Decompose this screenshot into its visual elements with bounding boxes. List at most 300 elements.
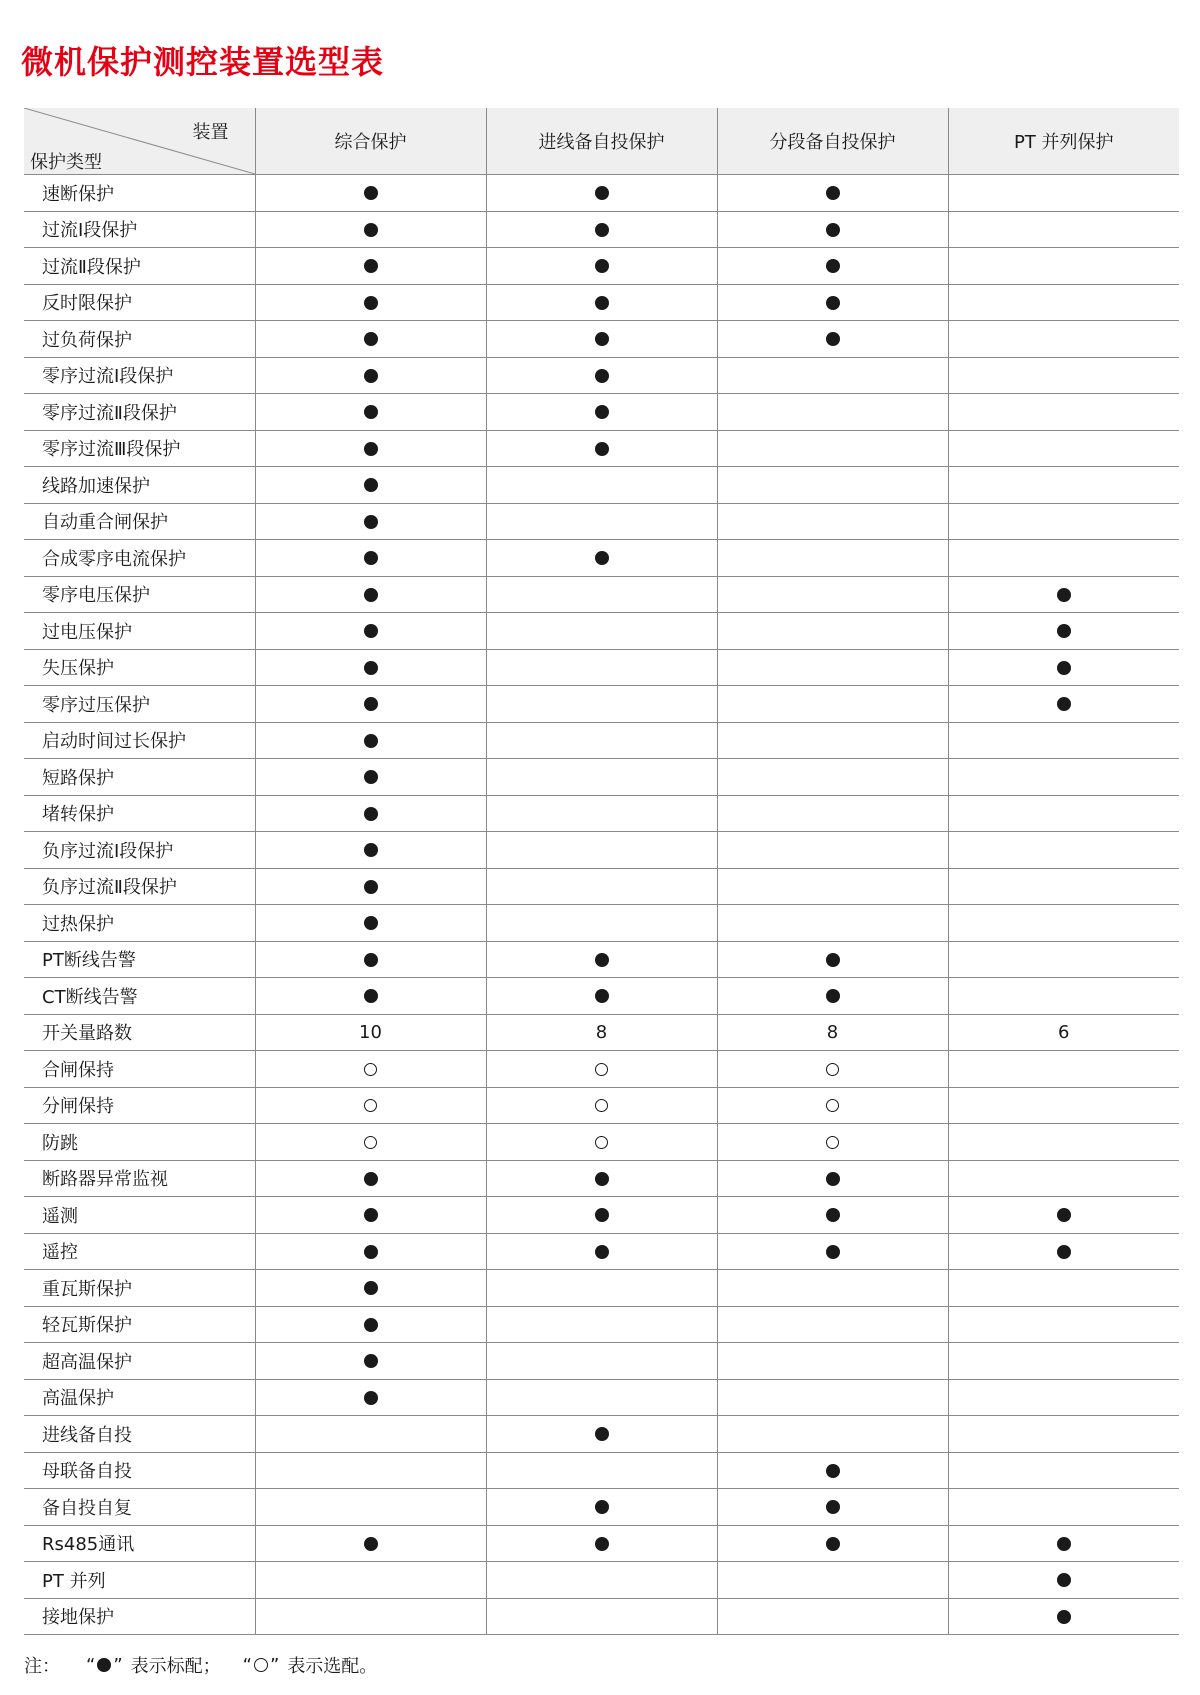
table-cell	[486, 613, 717, 650]
table-cell	[717, 1233, 948, 1270]
standard-dot-icon	[364, 1537, 378, 1551]
selection-table	[24, 108, 1179, 1635]
table-cell	[255, 540, 486, 577]
table-row	[24, 868, 1179, 905]
standard-dot-icon	[826, 223, 840, 237]
column-header-section-auto-transfer: 分段备自投保护	[717, 108, 948, 175]
standard-dot-icon	[826, 1500, 840, 1514]
table-cell	[486, 321, 717, 358]
table-cell	[486, 430, 717, 467]
table-cell	[948, 1233, 1179, 1270]
note-close-quote-2: ”	[269, 1654, 280, 1676]
table-cell	[948, 1160, 1179, 1197]
table-row	[24, 1197, 1179, 1234]
standard-dot-icon	[364, 1354, 378, 1368]
row-label: 启动时间过长保护	[24, 722, 255, 759]
table-cell	[486, 1124, 717, 1161]
table-cell	[948, 1452, 1179, 1489]
table-cell	[486, 1306, 717, 1343]
table-cell	[948, 905, 1179, 942]
table-cell	[486, 467, 717, 504]
table-row	[24, 795, 1179, 832]
table-cell	[717, 941, 948, 978]
table-cell	[717, 1343, 948, 1380]
standard-dot-icon	[595, 1245, 609, 1259]
table-cell	[255, 1489, 486, 1526]
table-cell	[717, 722, 948, 759]
table-cell	[255, 1306, 486, 1343]
standard-dot-icon	[364, 1391, 378, 1405]
note-close-quote-1: ”	[113, 1654, 123, 1676]
row-label: 零序过压保护	[24, 686, 255, 723]
table-row	[24, 722, 1179, 759]
table-cell	[948, 430, 1179, 467]
table-cell	[486, 905, 717, 942]
table-cell	[486, 832, 717, 869]
column-header-comprehensive: 综合保护	[255, 108, 486, 175]
table-cell	[948, 759, 1179, 796]
table-row	[24, 211, 1179, 248]
standard-dot-icon	[364, 478, 378, 492]
table-cell	[255, 248, 486, 285]
table-cell	[717, 613, 948, 650]
table-cell	[255, 795, 486, 832]
table-cell	[948, 284, 1179, 321]
standard-dot-icon	[364, 953, 378, 967]
note-standard-label: 表示标配；	[130, 1656, 221, 1677]
standard-dot-icon	[1057, 1537, 1071, 1551]
standard-dot-icon	[364, 1172, 378, 1186]
table-row	[24, 394, 1179, 431]
table-cell	[717, 211, 948, 248]
row-label: 零序过流Ⅱ段保护	[24, 394, 255, 431]
table-cell	[486, 284, 717, 321]
table-header-row	[24, 108, 1179, 175]
optional-circle-icon	[595, 1136, 608, 1149]
row-label: 自动重合闸保护	[24, 503, 255, 540]
row-label: 负序过流Ⅱ段保护	[24, 868, 255, 905]
row-label: 进线备自投	[24, 1416, 255, 1453]
table-cell	[717, 175, 948, 212]
table-cell	[255, 686, 486, 723]
standard-dot-icon	[595, 1427, 609, 1441]
table-cell	[486, 1087, 717, 1124]
table-cell	[486, 686, 717, 723]
table-cell	[717, 576, 948, 613]
table-cell	[717, 540, 948, 577]
table-cell	[255, 1379, 486, 1416]
table-cell	[486, 795, 717, 832]
table-cell	[486, 1489, 717, 1526]
table-cell	[948, 1124, 1179, 1161]
row-label: 过电压保护	[24, 613, 255, 650]
table-cell	[948, 1598, 1179, 1635]
optional-circle-icon	[595, 1063, 608, 1076]
table-row	[24, 941, 1179, 978]
standard-dot-icon	[826, 1245, 840, 1259]
standard-dot-icon	[595, 332, 609, 346]
standard-dot-icon	[364, 989, 378, 1003]
standard-dot-icon	[364, 588, 378, 602]
standard-dot-icon	[364, 186, 378, 200]
standard-dot-icon	[364, 916, 378, 930]
row-label: 超高温保护	[24, 1343, 255, 1380]
table-cell	[486, 576, 717, 613]
table-cell	[255, 649, 486, 686]
table-cell	[717, 1087, 948, 1124]
row-label: 负序过流Ⅰ段保护	[24, 832, 255, 869]
standard-dot-icon	[1057, 1208, 1071, 1222]
table-cell	[948, 1270, 1179, 1307]
standard-dot-icon	[364, 697, 378, 711]
table-cell	[717, 1489, 948, 1526]
table-cell	[255, 1562, 486, 1599]
standard-dot-icon	[826, 296, 840, 310]
standard-dot-icon	[595, 989, 609, 1003]
standard-dot-icon	[826, 1464, 840, 1478]
table-row	[24, 430, 1179, 467]
table-cell	[948, 832, 1179, 869]
table-row	[24, 1160, 1179, 1197]
table-cell	[948, 941, 1179, 978]
table-cell	[486, 941, 717, 978]
table-cell	[486, 978, 717, 1015]
standard-dot-icon	[364, 551, 378, 565]
standard-dot-icon	[97, 1658, 111, 1672]
table-cell	[948, 321, 1179, 358]
standard-dot-icon	[1057, 588, 1071, 602]
standard-dot-icon	[364, 259, 378, 273]
table-cell	[486, 1343, 717, 1380]
corner-device-label: 装置	[192, 122, 229, 143]
standard-dot-icon	[364, 1208, 378, 1222]
table-cell	[255, 175, 486, 212]
row-label: 开关量路数	[24, 1014, 255, 1051]
standard-dot-icon	[364, 223, 378, 237]
row-label: 过流Ⅱ段保护	[24, 248, 255, 285]
row-label: 过热保护	[24, 905, 255, 942]
table-cell	[717, 1014, 948, 1051]
table-cell	[948, 1416, 1179, 1453]
table-cell	[717, 1525, 948, 1562]
table-cell	[486, 1014, 717, 1051]
table-cell	[255, 284, 486, 321]
standard-dot-icon	[595, 551, 609, 565]
standard-dot-icon	[364, 369, 378, 383]
row-label: 遥测	[24, 1197, 255, 1234]
table-cell	[255, 211, 486, 248]
table-cell	[486, 1233, 717, 1270]
table-cell	[717, 868, 948, 905]
table-cell	[255, 905, 486, 942]
standard-dot-icon	[1057, 1245, 1071, 1259]
standard-dot-icon	[364, 332, 378, 346]
standard-dot-icon	[364, 296, 378, 310]
standard-dot-icon	[595, 369, 609, 383]
standard-dot-icon	[364, 442, 378, 456]
table-cell	[255, 1233, 486, 1270]
row-label: 堵转保护	[24, 795, 255, 832]
table-cell	[717, 686, 948, 723]
table-cell	[717, 1562, 948, 1599]
column-header-pt-parallel: PT 并列保护	[948, 108, 1179, 175]
channel-count-value: 6	[1058, 1021, 1070, 1043]
optional-circle-icon	[364, 1136, 377, 1149]
table-cell	[717, 978, 948, 1015]
table-row	[24, 1124, 1179, 1161]
table-cell	[486, 1452, 717, 1489]
table-row	[24, 832, 1179, 869]
standard-dot-icon	[364, 661, 378, 675]
table-cell	[948, 613, 1179, 650]
table-cell	[255, 1452, 486, 1489]
row-label: 合闸保持	[24, 1051, 255, 1088]
row-label: 过负荷保护	[24, 321, 255, 358]
standard-dot-icon	[826, 1537, 840, 1551]
row-label: 防跳	[24, 1124, 255, 1161]
table-row	[24, 1087, 1179, 1124]
table-cell	[717, 394, 948, 431]
note-prefix: 注：	[24, 1656, 60, 1677]
standard-dot-icon	[595, 296, 609, 310]
table-cell	[486, 1525, 717, 1562]
table-cell	[948, 503, 1179, 540]
table-cell	[948, 1525, 1179, 1562]
table-cell	[717, 1379, 948, 1416]
standard-dot-icon	[364, 515, 378, 529]
row-label: 轻瓦斯保护	[24, 1306, 255, 1343]
table-row	[24, 905, 1179, 942]
table-cell	[486, 1416, 717, 1453]
table-cell	[717, 284, 948, 321]
table-cell	[717, 1160, 948, 1197]
standard-dot-icon	[595, 186, 609, 200]
table-cell	[948, 868, 1179, 905]
table-cell	[255, 467, 486, 504]
table-row	[24, 321, 1179, 358]
table-body	[24, 175, 1179, 1635]
table-row	[24, 503, 1179, 540]
table-cell	[717, 503, 948, 540]
table-cell	[486, 211, 717, 248]
optional-circle-icon	[364, 1099, 377, 1112]
table-cell	[948, 978, 1179, 1015]
standard-dot-icon	[595, 1537, 609, 1551]
channel-count-value: 8	[826, 1021, 839, 1043]
table-cell	[948, 211, 1179, 248]
standard-dot-icon	[826, 1172, 840, 1186]
table-row	[24, 576, 1179, 613]
table-row	[24, 357, 1179, 394]
table-row	[24, 540, 1179, 577]
table-row	[24, 1233, 1179, 1270]
standard-dot-icon	[364, 734, 378, 748]
table-row	[24, 284, 1179, 321]
table-cell	[255, 832, 486, 869]
table-row	[24, 1525, 1179, 1562]
table-row	[24, 649, 1179, 686]
standard-dot-icon	[826, 1208, 840, 1222]
table-cell	[486, 1379, 717, 1416]
standard-dot-icon	[364, 807, 378, 821]
table-cell	[486, 175, 717, 212]
table-cell	[255, 1270, 486, 1307]
table-cell	[717, 1270, 948, 1307]
table-cell	[948, 248, 1179, 285]
table-cell	[486, 649, 717, 686]
channel-count-value: 8	[595, 1021, 608, 1043]
table-cell	[255, 1014, 486, 1051]
row-label: PT断线告警	[24, 941, 255, 978]
table-cell	[948, 1014, 1179, 1051]
table-cell	[948, 467, 1179, 504]
table-cell	[486, 248, 717, 285]
table-cell	[486, 1160, 717, 1197]
table-row	[24, 1014, 1179, 1051]
row-label: 遥控	[24, 1233, 255, 1270]
table-cell	[255, 1197, 486, 1234]
standard-dot-icon	[826, 332, 840, 346]
standard-dot-icon	[364, 843, 378, 857]
table-cell	[255, 1525, 486, 1562]
channel-count-value: 10	[359, 1021, 382, 1043]
row-label: 备自投自复	[24, 1489, 255, 1526]
table-cell	[486, 1051, 717, 1088]
table-cell	[948, 357, 1179, 394]
table-cell	[948, 576, 1179, 613]
table-cell	[255, 613, 486, 650]
table-cell	[255, 978, 486, 1015]
optional-circle-icon	[595, 1099, 608, 1112]
table-cell	[486, 759, 717, 796]
table-row	[24, 686, 1179, 723]
table-cell	[717, 357, 948, 394]
table-cell	[255, 357, 486, 394]
standard-dot-icon	[1057, 1610, 1071, 1624]
row-label: 零序过流Ⅰ段保护	[24, 357, 255, 394]
table-cell	[948, 1562, 1179, 1599]
table-cell	[948, 649, 1179, 686]
standard-dot-icon	[826, 989, 840, 1003]
table-row	[24, 1343, 1179, 1380]
table-cell	[255, 1343, 486, 1380]
optional-circle-icon	[826, 1136, 839, 1149]
standard-dot-icon	[1057, 624, 1071, 638]
row-label: 反时限保护	[24, 284, 255, 321]
table-cell	[486, 868, 717, 905]
row-label: 断路器异常监视	[24, 1160, 255, 1197]
row-label: 重瓦斯保护	[24, 1270, 255, 1307]
note-open-quote-2: “	[242, 1654, 252, 1676]
table-cell	[948, 1197, 1179, 1234]
table-cell	[255, 759, 486, 796]
table-cell	[717, 1051, 948, 1088]
standard-dot-icon	[595, 1500, 609, 1514]
row-label: 零序电压保护	[24, 576, 255, 613]
table-cell	[255, 1087, 486, 1124]
standard-dot-icon	[364, 1245, 378, 1259]
table-cell	[717, 430, 948, 467]
standard-dot-icon	[364, 405, 378, 419]
row-label: 零序过流Ⅲ段保护	[24, 430, 255, 467]
standard-dot-icon	[595, 1208, 609, 1222]
table-cell	[948, 1087, 1179, 1124]
standard-dot-icon	[364, 1281, 378, 1295]
table-row	[24, 1306, 1179, 1343]
table-cell	[717, 1124, 948, 1161]
standard-dot-icon	[364, 770, 378, 784]
row-label: 速断保护	[24, 175, 255, 212]
table-row	[24, 1562, 1179, 1599]
row-label: CT断线告警	[24, 978, 255, 1015]
table-cell	[486, 540, 717, 577]
standard-dot-icon	[595, 223, 609, 237]
table-cell	[717, 795, 948, 832]
table-cell	[948, 175, 1179, 212]
table-row	[24, 248, 1179, 285]
row-label: 过流Ⅰ段保护	[24, 211, 255, 248]
table-row	[24, 613, 1179, 650]
row-label: PT 并列	[24, 1562, 255, 1599]
optional-circle-icon	[254, 1658, 268, 1672]
table-cell	[486, 1598, 717, 1635]
table-cell	[486, 1197, 717, 1234]
table-row	[24, 1051, 1179, 1088]
standard-dot-icon	[364, 624, 378, 638]
standard-dot-icon	[1057, 1573, 1071, 1587]
standard-dot-icon	[595, 442, 609, 456]
page-title: 微机保护测控装置选型表	[21, 43, 385, 81]
table-cell	[717, 759, 948, 796]
table-cell	[717, 1197, 948, 1234]
table-cell	[948, 722, 1179, 759]
legend-note	[24, 1652, 377, 1678]
table-cell	[948, 1489, 1179, 1526]
table-cell	[255, 1124, 486, 1161]
table-cell	[717, 649, 948, 686]
standard-dot-icon	[595, 259, 609, 273]
note-open-quote-1: “	[86, 1654, 96, 1676]
row-label: 线路加速保护	[24, 467, 255, 504]
table-cell	[486, 357, 717, 394]
table-cell	[948, 540, 1179, 577]
table-cell	[255, 868, 486, 905]
standard-dot-icon	[595, 953, 609, 967]
table-cell	[717, 1452, 948, 1489]
table-cell	[717, 248, 948, 285]
table-cell	[717, 1306, 948, 1343]
table-cell	[948, 1379, 1179, 1416]
table-row	[24, 467, 1179, 504]
row-label: Rs485通讯	[24, 1525, 255, 1562]
row-label: 合成零序电流保护	[24, 540, 255, 577]
row-label: 高温保护	[24, 1379, 255, 1416]
table-cell	[255, 941, 486, 978]
column-header-incoming-auto-transfer: 进线备自投保护	[486, 108, 717, 175]
table-cell	[255, 503, 486, 540]
row-label: 分闸保持	[24, 1087, 255, 1124]
table-cell	[255, 1051, 486, 1088]
table-cell	[717, 905, 948, 942]
standard-dot-icon	[364, 1318, 378, 1332]
table-cell	[255, 576, 486, 613]
row-label: 短路保护	[24, 759, 255, 796]
standard-dot-icon	[826, 953, 840, 967]
table-cell	[948, 686, 1179, 723]
table-cell	[717, 1598, 948, 1635]
table-row	[24, 1379, 1179, 1416]
table-cell	[948, 795, 1179, 832]
